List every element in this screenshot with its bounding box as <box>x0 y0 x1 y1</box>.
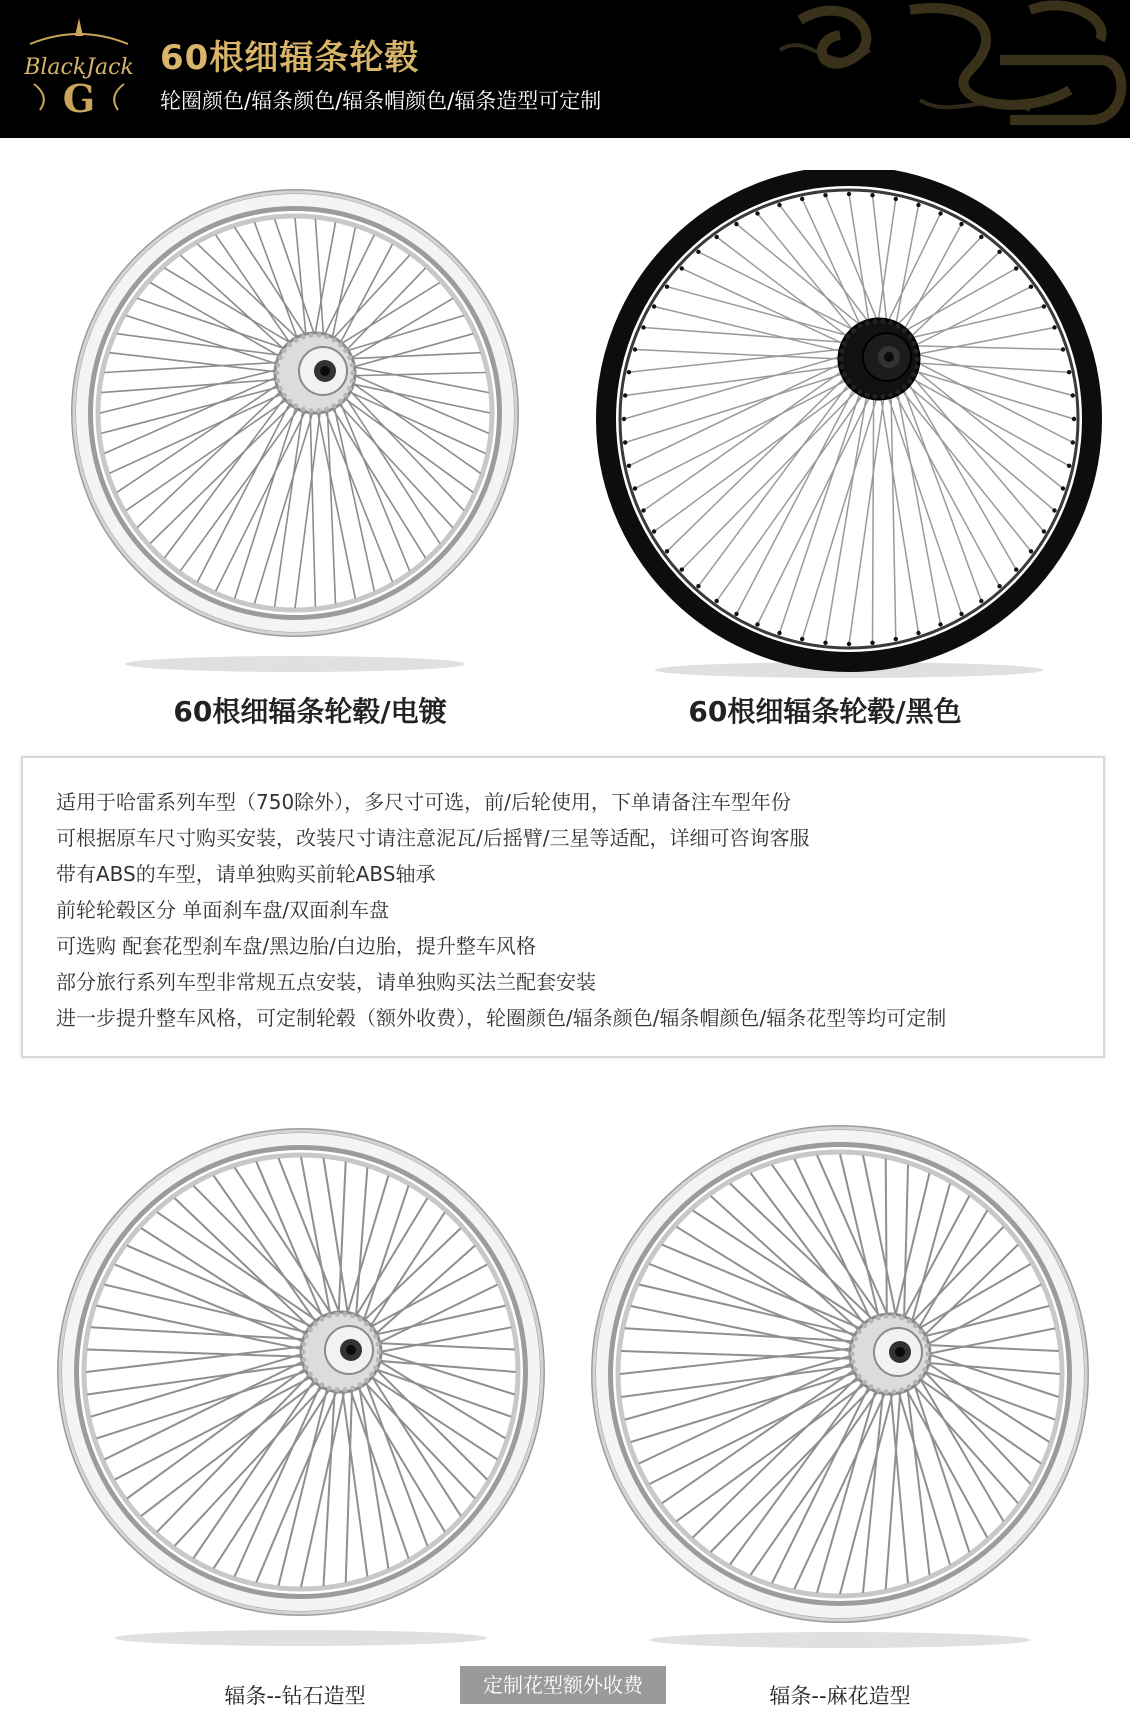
brand-logo <box>20 14 138 124</box>
chrome-wheel-image <box>70 164 520 674</box>
description-line: 带有ABS的车型，请单独购买前轮ABS轴承 <box>56 862 436 886</box>
description-line: 可根据原车尺寸购买安装，改装尺寸请注意泥瓦/后摇臂/三星等适配，详细可咨询客服 <box>56 826 810 850</box>
caption-diamond-spoke: 辐条--钻石造型 <box>224 1684 366 1708</box>
description-line: 可选购 配套花型刹车盘/黑边胎/白边胎，提升整车风格 <box>56 934 536 958</box>
page-subtitle: 轮圈颜色/辐条颜色/辐条帽颜色/辐条造型可定制 <box>160 89 602 113</box>
svg-text:G: G <box>62 76 96 121</box>
diamond-spoke-wheel-image <box>56 1108 546 1648</box>
caption-black-wheel: 60根细辐条轮毂/黑色 <box>688 695 962 728</box>
custom-pattern-fee-badge: 定制花型额外收费 <box>460 1666 666 1704</box>
twisted-spoke-wheel-image <box>590 1110 1090 1650</box>
description-line: 进一步提升整车风格，可定制轮毂（额外收费），轮圈颜色/辐条颜色/辐条帽颜色/辐条花型等均可定制 <box>56 1006 947 1030</box>
black-wheel-image <box>594 170 1104 680</box>
description-line: 前轮轮毂区分 单面刹车盘/双面刹车盘 <box>56 898 390 922</box>
caption-twisted-spoke: 辐条--麻花造型 <box>769 1684 911 1708</box>
description-line: 部分旅行系列车型非常规五点安装，请单独购买法兰配套安装 <box>56 970 596 994</box>
page-title: 60根细辐条轮毂 <box>160 38 420 78</box>
description-box <box>21 756 1105 1058</box>
ornament-decoration <box>770 0 1130 138</box>
caption-chrome-wheel: 60根细辐条轮毂/电镀 <box>173 695 447 728</box>
description-line: 适用于哈雷系列车型（750除外），多尺寸可选，前/后轮使用，下单请备注车型年份 <box>56 790 791 814</box>
page-header <box>0 0 1130 138</box>
svg-text:BlackJack: BlackJack <box>24 55 134 80</box>
